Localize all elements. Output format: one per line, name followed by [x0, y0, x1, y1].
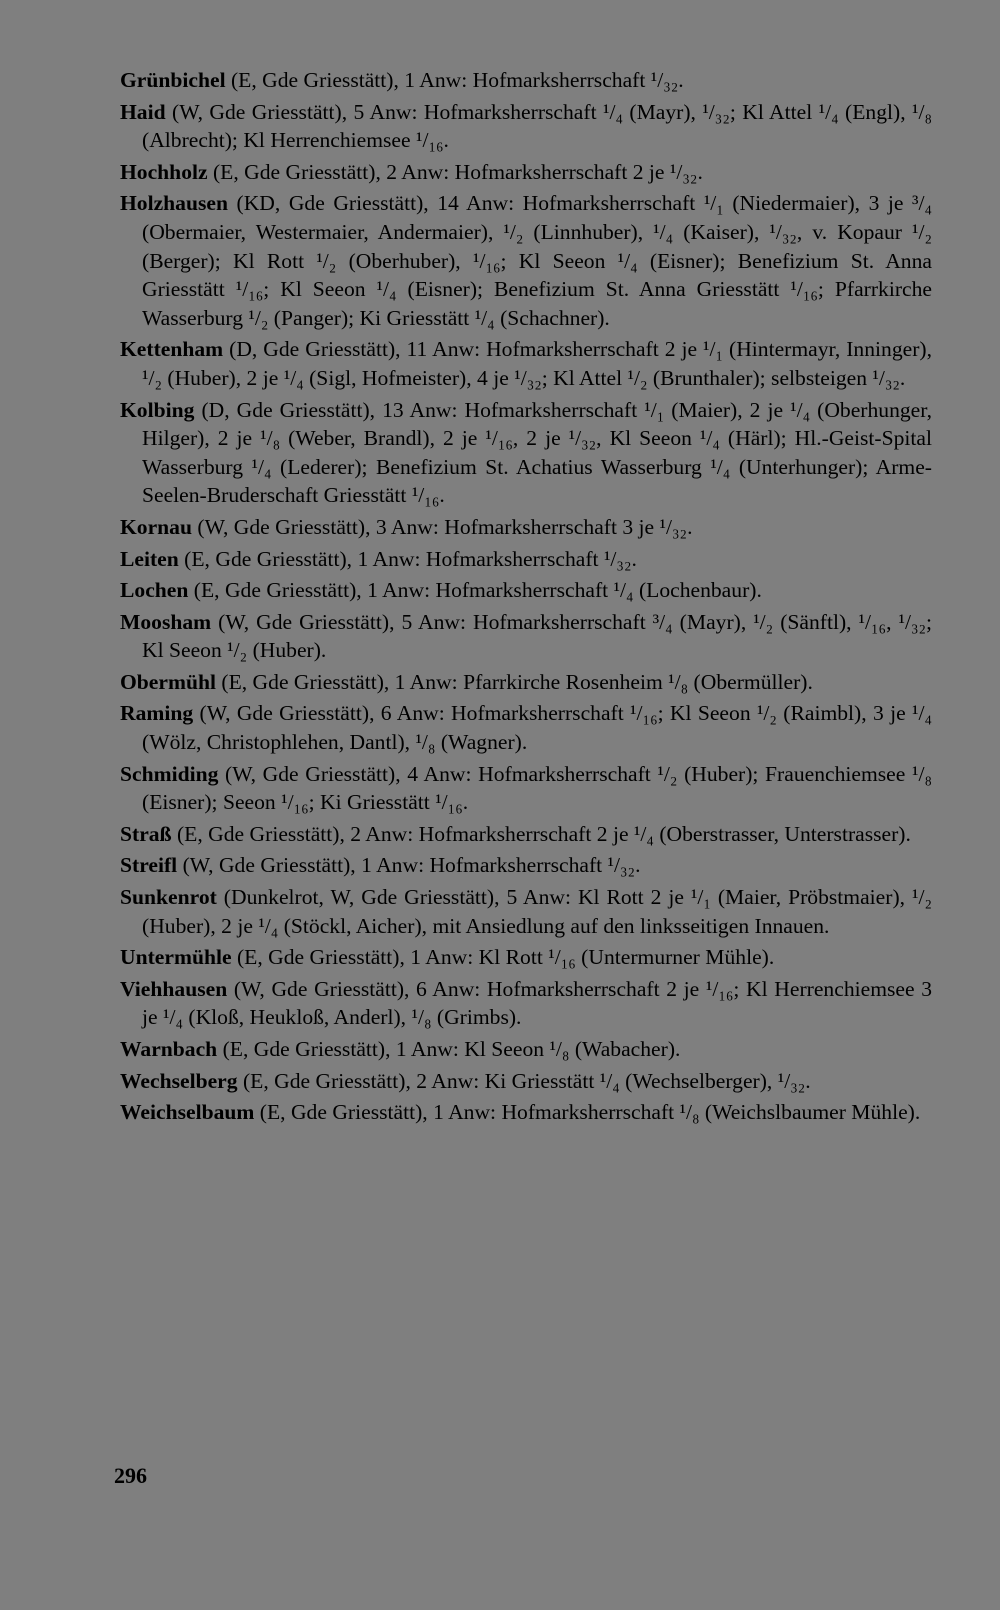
- entry-name: Untermühle: [120, 945, 232, 970]
- entry-text: (E, Gde Griesstätt), 1 Anw: Hofmarksherrschaft ¹/₃₂.: [225, 68, 684, 92]
- entry-name: Weichselbaum: [120, 1100, 255, 1125]
- entry-text: (E, Gde Griesstätt), 2 Anw: Ki Griesstätt ¹/₄ (Wechselberger), ¹/₃₂.: [237, 1068, 811, 1093]
- entry-name: Schmiding: [120, 761, 219, 786]
- entry-untermuehle: [120, 943, 932, 972]
- entry-holzhausen: [120, 189, 932, 332]
- entry-name: Grünbichel: [120, 68, 226, 92]
- entry-haid: [120, 98, 932, 155]
- entry-name: Wechselberg: [120, 1068, 238, 1093]
- entry-text: (E, Gde Griesstätt), 2 Anw: Hofmarksherrschaft 2 je ¹/₄ (Oberstrasser, Unterstrasser).: [171, 821, 911, 846]
- page-number: 296: [114, 1463, 147, 1488]
- entry-name: Moosham: [120, 609, 212, 634]
- entry-text: (KD, Gde Griesstätt), 14 Anw: Hofmarksherrschaft ¹/₁ (Niedermaier), 3 je ³/₄ (Obermaier, Westermaier, Andermaier), ¹/₂ (Linnhuber), ¹/₄ (Kaiser), ¹/₃₂, v. Kopaur ¹/₂ (Berger); Kl Rott ¹/₂ (Oberhuber), ¹/₁₆; Kl Seeon ¹/₄ (Eisner); Benefizium St. Anna Griesstätt ¹/₁₆; Kl Seeon ¹/₄ (Eisner); Benefizium St. Anna Griesstätt ¹/₁₆; Pfarrkirche Wasserburg ¹/₂ (Panger); Ki Griesstätt ¹/₄ (Schachner).: [142, 191, 932, 330]
- entry-text: (W, Gde Griesstätt), 1 Anw: Hofmarksherrschaft ¹/₃₂.: [177, 853, 641, 878]
- entry-name: Kolbing: [120, 397, 195, 422]
- entry-text: (E, Gde Griesstätt), 1 Anw: Hofmarksherrschaft ¹/₃₂.: [178, 546, 637, 571]
- entry-name: Viehhausen: [120, 976, 228, 1001]
- entry-raming: [120, 699, 932, 756]
- entry-gruenbichel: [120, 66, 932, 95]
- entry-name: Warnbach: [120, 1037, 218, 1061]
- entry-warnbach: [120, 1035, 932, 1064]
- entry-text: (E, Gde Griesstätt), 2 Anw: Hofmarksherrschaft 2 je ¹/₃₂.: [207, 159, 703, 184]
- entry-name: Kettenham: [120, 337, 224, 362]
- entry-name: Haid: [120, 99, 166, 124]
- entry-text: (D, Gde Griesstätt), 11 Anw: Hofmarksherrschaft 2 je ¹/₁ (Hintermayr, Inninger), ¹/₂ (Huber), 2 je ¹/₄ (Sigl, Hofmeister), 4 je ¹/₃₂; Kl Attel ¹/₂ (Brunthaler); selbsteigen ¹/₃₂.: [142, 337, 932, 390]
- entry-name: Obermühl: [120, 669, 216, 694]
- entry-strass: [120, 820, 932, 849]
- entry-name: Leiten: [120, 546, 179, 571]
- entry-schmiding: [120, 760, 932, 817]
- entry-text: (W, Gde Griesstätt), 3 Anw: Hofmarksherrschaft 3 je ¹/₃₂.: [192, 514, 693, 539]
- entry-wechselberg: [120, 1067, 932, 1096]
- entry-kolbing: [120, 396, 932, 510]
- entry-text: (W, Gde Griesstätt), 5 Anw: Hofmarksherrschaft ¹/₄ (Mayr), ¹/₃₂; Kl Attel ¹/₄ (Engl), ¹/₈ (Albrecht); Kl Herrenchiemsee ¹/₁₆.: [142, 99, 932, 153]
- entry-streifl: [120, 851, 932, 880]
- entry-list: [120, 66, 932, 1130]
- entry-name: Raming: [120, 701, 194, 726]
- entry-name: Sunkenrot: [120, 885, 217, 910]
- entry-name: Lochen: [120, 578, 189, 603]
- entry-sunkenrot: [120, 883, 932, 940]
- entry-text: (E, Gde Griesstätt), 1 Anw: Kl Rott ¹/₁₆ (Untermurner Mühle).: [231, 945, 775, 970]
- entry-name: Kornau: [120, 514, 192, 539]
- entry-name: Streifl: [120, 853, 178, 878]
- entry-text: (E, Gde Griesstätt), 1 Anw: Hofmarksherrschaft ¹/₄ (Lochenbaur).: [188, 578, 762, 603]
- entry-weichselbaum: [120, 1098, 932, 1127]
- entry-name: Hochholz: [120, 159, 208, 184]
- entry-text: (E, Gde Griesstätt), 1 Anw: Pfarrkirche Rosenheim ¹/₈ (Obermüller).: [215, 669, 813, 694]
- entry-moosham: [120, 608, 932, 665]
- entry-hochholz: [120, 158, 932, 187]
- entry-name: Straß: [120, 821, 172, 846]
- entry-text: (W, Gde Griesstätt), 5 Anw: Hofmarksherrschaft ³/₄ (Mayr), ¹/₂ (Sänftl), ¹/₁₆, ¹/₃₂; Kl Seeon ¹/₂ (Huber).: [142, 609, 932, 663]
- entry-text: (Dunkelrot, W, Gde Griesstätt), 5 Anw: Kl Rott 2 je ¹/₁ (Maier, Pröbstmaier), ¹/₂ (Huber), 2 je ¹/₄ (Stöckl, Aicher), mit Ansiedlung auf den linksseitigen Innauen.: [142, 885, 932, 938]
- entry-kornau: [120, 513, 932, 542]
- entry-kettenham: [120, 335, 932, 392]
- entry-text: (D, Gde Griesstätt), 13 Anw: Hofmarksherrschaft ¹/₁ (Maier), 2 je ¹/₄ (Oberhunger, Hilger), 2 je ¹/₈ (Weber, Brandl), 2 je ¹/₁₆, 2 je ¹/₃₂, Kl Seeon ¹/₄ (Härl); Hl.-Geist-Spital Wasserburg ¹/₄ (Lederer); Benefizium St. Achatius Wasserburg ¹/₄ (Unterhunger); Arme-Seelen-Bruderschaft Griesstätt ¹/₁₆.: [142, 397, 932, 508]
- entry-text: (W, Gde Griesstätt), 6 Anw: Hofmarksherrschaft 2 je ¹/₁₆; Kl Herrenchiemsee 3 je ¹/₄ (Kloß, Heukloß, Anderl), ¹/₈ (Grimbs).: [142, 976, 932, 1030]
- entry-viehhausen: [120, 975, 932, 1032]
- entry-text: (E, Gde Griesstätt), 1 Anw: Hofmarksherrschaft ¹/₈ (Weichslbaumer Mühle).: [254, 1100, 921, 1125]
- entry-name: Holzhausen: [120, 191, 228, 216]
- entry-text: (W, Gde Griesstätt), 6 Anw: Hofmarksherrschaft ¹/₁₆; Kl Seeon ¹/₂ (Raimbl), 3 je ¹/₄ (Wölz, Christophlehen, Dantl), ¹/₈ (Wagner).: [142, 701, 932, 755]
- entry-leiten: [120, 545, 932, 574]
- entry-obermuehl: [120, 668, 932, 697]
- entry-text: (E, Gde Griesstätt), 1 Anw: Kl Seeon ¹/₈ (Wabacher).: [217, 1037, 681, 1061]
- entry-lochen: [120, 576, 932, 605]
- entry-text: (W, Gde Griesstätt), 4 Anw: Hofmarksherrschaft ¹/₂ (Huber); Frauenchiemsee ¹/₈ (Eisner); Seeon ¹/₁₆; Ki Griesstätt ¹/₁₆.: [142, 761, 932, 815]
